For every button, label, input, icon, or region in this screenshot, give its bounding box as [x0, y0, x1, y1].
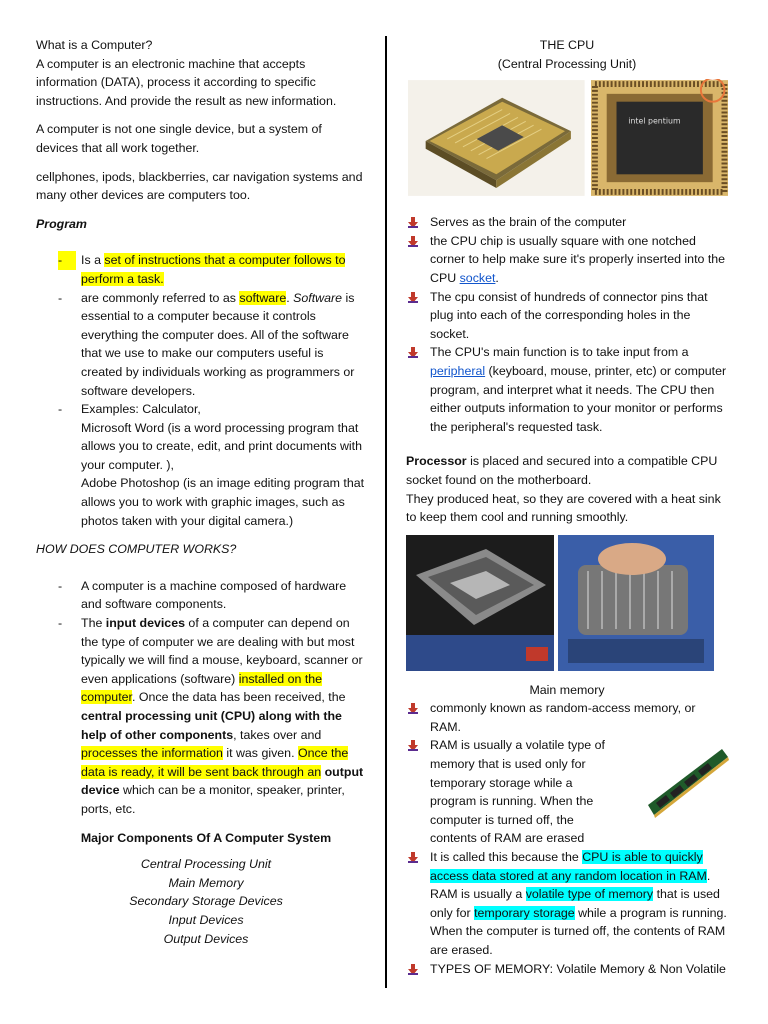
cpu-top-image — [591, 79, 728, 197]
socket-images — [406, 535, 728, 671]
right-column — [406, 36, 728, 978]
program-list — [36, 251, 366, 530]
program-heading: Program — [36, 216, 87, 231]
major-heading: Major Components Of A Computer System — [80, 830, 332, 845]
arrow-bullet-icon — [408, 217, 418, 228]
list-item: RAM is usually a volatile type of memory that is used only for temporary storage while a program is running. When the computer is turned off, the contents of RAM are erased — [406, 736, 610, 848]
chip-label: intel pentium — [627, 116, 681, 126]
cpu-images — [408, 79, 728, 197]
component-item: Main Memory — [168, 875, 244, 890]
arrow-bullet-icon — [408, 236, 418, 247]
list-item: TYPES OF MEMORY: Volatile Memory & Non Volatile — [406, 960, 728, 979]
cpu-pins-image — [408, 79, 585, 197]
socket-link[interactable]: socket — [459, 270, 496, 285]
list-item: - The input devices of a computer can depend on the type of computer we are dealing with but most typically we will find a mouse, keyboard, scanner or even applications (software) installed on the computer. Once the data has been received, the central processing unit (CPU) along with the help of other components, takes over and processes the information it was given. Once the data is ready, it will be sent back through an output device which can be a monitor, speaker, printer, ports, etc. — [58, 616, 364, 816]
component-item: Central Processing Unit — [140, 857, 272, 872]
arrow-bullet-icon — [408, 703, 418, 714]
cpu-title: THE CPU — [539, 38, 595, 52]
components-list — [36, 855, 366, 948]
list-item: - Examples: Calculator, Microsoft Word (is a word processing program that allows you to create, edit, and print documents with your computer. ), Adobe Photoshop (is an image editing program that allows you to work with graphic images, such as photos taken with your digital camera.) — [58, 402, 365, 528]
list-item: The cpu consist of hundreds of connector pins that plug into each of the corresponding holes in the socket. — [406, 288, 728, 344]
list-item: - A computer is a machine composed of hardware and software components. — [58, 578, 347, 612]
how-list — [36, 577, 366, 819]
column-divider — [385, 36, 387, 988]
list-item: - Is a set of instructions that a computer follows to perform a task. — [58, 253, 346, 286]
list-item: It is called this because the CPU is able to quickly access data stored at any random location in RAM. RAM is usually a volatile type of memory that is used only for temporary storage while a program is running. When the computer is turned off, the contents of RAM are erased. — [406, 848, 728, 960]
heat-sink-image — [558, 535, 714, 671]
cpu-socket-image — [406, 535, 554, 671]
memory-bullets — [406, 699, 728, 978]
cpu-bullets — [406, 213, 728, 436]
arrow-bullet-icon — [408, 852, 418, 863]
not-single-paragraph: A computer is not one single device, but a system of devices that all work together. — [36, 122, 322, 155]
component-item: Output Devices — [163, 931, 249, 946]
heat-paragraph: They produced heat, so they are covered with a heat sink to keep them cool and running smoothly. — [406, 491, 721, 525]
left-column — [36, 36, 366, 948]
what-body: A computer is an electronic machine that accepts information (DATA), process it according to specific instructions. And provide the result as new information. — [36, 56, 337, 108]
peripheral-link[interactable]: peripheral — [430, 363, 486, 378]
how-heading: HOW DOES COMPUTER WORKS? — [36, 542, 237, 557]
list-item: Serves as the brain of the computer — [406, 213, 728, 232]
list-item: commonly known as random-access memory, or RAM. — [406, 699, 728, 736]
arrow-bullet-icon — [408, 292, 418, 303]
arrow-bullet-icon — [408, 964, 418, 975]
arrow-bullet-icon — [408, 740, 418, 751]
list-item: The CPU's main function is to take input from a peripheral (keyboard, mouse, printer, etc) or computer program, and interpret what it needs. The CPU then either outputs information to your monitor or performs the peripheral's requested task. — [406, 343, 728, 436]
main-memory-title: Main memory — [529, 682, 605, 697]
component-item: Secondary Storage Devices — [129, 894, 283, 909]
component-item: Input Devices — [168, 912, 244, 927]
list-item: - are commonly referred to as software. Software is essential to a computer because it controls everything the computer does. All of the software that we use to make our computers useful is created by individuals working as programmers or software developers. — [58, 290, 355, 398]
cpu-subtitle: (Central Processing Unit) — [497, 56, 637, 71]
what-title: What is a Computer? — [36, 38, 153, 52]
devices-paragraph: cellphones, ipods, blackberries, car navigation systems and many other devices are computers too. — [36, 169, 363, 203]
processor-paragraph: Processor is placed and secured into a compatible CPU socket found on the motherboard. — [406, 454, 718, 487]
arrow-bullet-icon — [408, 347, 418, 358]
list-item: the CPU chip is usually square with one notched corner to help make sure it's properly inserted into the CPU socket. — [406, 232, 728, 288]
ram-stick-image — [646, 745, 730, 825]
